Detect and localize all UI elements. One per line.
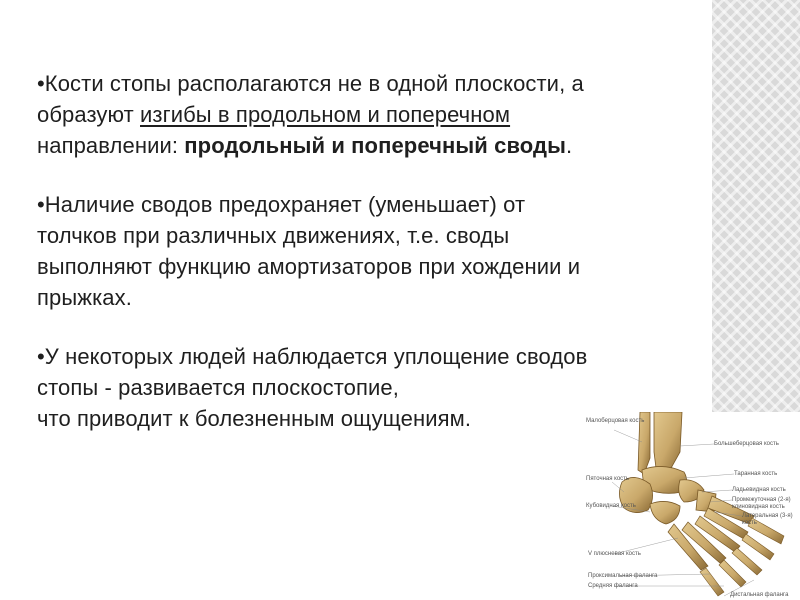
phalanx-4 xyxy=(719,560,746,587)
text-run: направлении: xyxy=(37,133,185,158)
label-lateral-cuneiform: Латеральная (3-я) кость xyxy=(742,513,793,526)
foot-skeleton-figure xyxy=(584,412,800,600)
label-navicular: Ладьевидная кость xyxy=(732,487,786,493)
label-tibia: Большеберцовая кость xyxy=(714,441,779,447)
bold-text: продольный и поперечный своды xyxy=(184,133,566,158)
text-run: . xyxy=(566,133,573,158)
text-run: что приводит к болезненным ощущениям. xyxy=(37,406,472,431)
label-distal-phalanx: Дистальная фаланга xyxy=(730,592,789,598)
label-cuboid: Кубовидная кость xyxy=(586,503,636,509)
text-run: образуют xyxy=(37,102,141,127)
text-run: прыжках. xyxy=(37,285,132,310)
label-proximal-phalanx: Проксимальная фаланга xyxy=(588,573,658,579)
label-talus: Таранная кость xyxy=(734,471,778,477)
bullet-2-line-1 xyxy=(37,189,708,220)
cuboid-bone xyxy=(650,501,680,524)
bullet-2-line-4 xyxy=(37,282,708,313)
label-middle-phalanx: Средняя фаланга xyxy=(588,583,638,589)
bullet-3-line-2 xyxy=(37,372,708,403)
tibia-bone xyxy=(654,412,682,470)
label-fifth-metatarsal: V плюсневая кость xyxy=(588,551,641,557)
label-calcaneus: Пяточная кость xyxy=(586,476,630,482)
text-run: толчков при различных движениях, т.е. своды xyxy=(37,223,510,248)
label-fibula: Малоберцовая кость xyxy=(586,418,645,424)
bullet-2-line-3 xyxy=(37,251,708,282)
bullet-1-line-3 xyxy=(37,130,708,161)
bullet-1-line-2 xyxy=(37,99,708,130)
bullet-2-line-2 xyxy=(37,220,708,251)
label-intermediate-cuneiform: Промежуточная (2-я) клиновидная кость xyxy=(732,497,791,510)
bullet-3-line-1 xyxy=(37,341,708,372)
text-run: •Наличие сводов предохраняет (уменьшает) от xyxy=(37,192,526,217)
bullet-2 xyxy=(28,189,708,313)
bullet-1 xyxy=(28,68,708,161)
phalanx-3 xyxy=(732,548,762,575)
underlined-text: изгибы в продольном и поперечном xyxy=(140,102,511,127)
text-run: выполняют функцию амортизаторов при хождении и xyxy=(37,254,581,279)
text-run: •Кости стопы располагаются не в одной плоскости, а xyxy=(37,71,584,96)
text-run: стопы - развивается плоскостопие, xyxy=(37,375,399,400)
slide-text-block xyxy=(28,68,708,434)
text-run: •У некоторых людей наблюдается уплощение сводов xyxy=(37,344,588,369)
bullet-1-line-1 xyxy=(37,68,708,99)
phalanx-5 xyxy=(700,568,724,596)
